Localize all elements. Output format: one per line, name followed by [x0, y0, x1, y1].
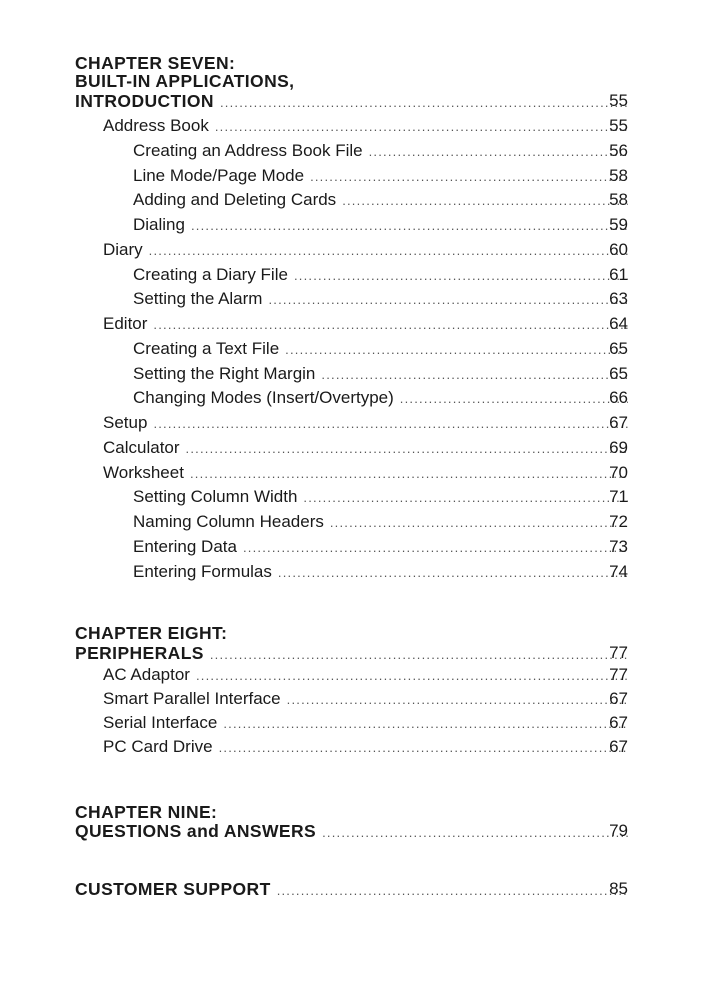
toc-page-number: 77: [609, 643, 628, 662]
toc-page-number: 63: [609, 289, 628, 309]
toc-label: Setting Column Width: [133, 487, 298, 507]
leader-dots: [243, 536, 628, 560]
leader-dots: [321, 363, 628, 387]
toc-label: Dialing: [133, 215, 185, 234]
toc-row[interactable]: [133, 535, 628, 559]
toc-row[interactable]: [103, 735, 628, 759]
chapter-seven-heading-line-2: BUILT-IN APPLICATIONS,: [75, 71, 295, 91]
leader-dots: [310, 165, 628, 189]
toc-label: Changing Modes (Insert/Overtype): [133, 388, 394, 408]
toc-row[interactable]: [133, 386, 628, 410]
toc-row[interactable]: [133, 139, 628, 163]
toc-label: AC Adaptor: [103, 665, 190, 684]
toc-page-number: 66: [609, 388, 628, 408]
toc-page-number: 58: [609, 165, 628, 185]
toc-page-number: 55: [609, 91, 628, 110]
toc-page-number: 61: [609, 264, 628, 284]
leader-dots: [278, 561, 628, 585]
leader-dots: [342, 189, 628, 213]
leader-dots: [219, 736, 628, 760]
leader-dots: [191, 214, 628, 238]
toc-row-customer-support[interactable]: [75, 877, 628, 901]
toc-row[interactable]: [103, 411, 628, 435]
toc-label: Setup: [103, 413, 148, 432]
leader-dots: [285, 338, 628, 362]
toc-row[interactable]: [103, 436, 628, 460]
toc-page-number: 79: [609, 821, 628, 840]
toc-row[interactable]: [133, 287, 628, 311]
toc-page-number: 67: [609, 689, 628, 708]
toc-page-number: 77: [609, 665, 628, 684]
chapter-eight-heading-line-1: CHAPTER EIGHT:: [75, 623, 228, 643]
leader-dots: [196, 664, 628, 688]
toc-page-number: 65: [609, 363, 628, 383]
toc-label: Line Mode/Page Mode: [133, 165, 305, 185]
toc-page-number: 58: [609, 190, 628, 210]
toc-page-number: 71: [609, 487, 628, 507]
toc-row[interactable]: [133, 485, 628, 509]
leader-dots: [268, 288, 628, 312]
chapter-nine-heading-line-1: CHAPTER NINE:: [75, 802, 218, 822]
leader-dots: [330, 511, 628, 535]
toc-label: Smart Parallel Interface: [103, 689, 281, 708]
toc-page-number: 85: [609, 879, 628, 898]
toc-label: Creating an Address Book File: [133, 140, 363, 160]
leader-dots: [215, 115, 628, 139]
toc-label: Naming Column Headers: [133, 512, 324, 531]
leader-dots: [287, 688, 628, 712]
leader-dots: [220, 91, 628, 115]
toc-label: INTRODUCTION: [75, 91, 214, 111]
leader-dots: [149, 239, 628, 263]
leader-dots: [153, 412, 628, 436]
leader-dots: [400, 387, 628, 411]
toc-label: Creating a Text File: [133, 338, 280, 358]
toc-label: Diary: [103, 239, 143, 259]
toc-row[interactable]: [133, 560, 628, 584]
leader-dots: [294, 264, 628, 288]
toc-page-number: 69: [609, 437, 628, 457]
leader-dots: [186, 437, 628, 461]
leader-dots: [153, 313, 628, 337]
toc-page-number: 67: [609, 413, 628, 432]
toc-page-number: 67: [609, 713, 628, 732]
toc-label: PERIPHERALS: [75, 643, 204, 663]
toc-label: Adding and Deleting Cards: [133, 190, 337, 210]
toc-label: Entering Data: [133, 536, 237, 556]
toc-label: Entering Formulas: [133, 561, 272, 581]
toc-label: QUESTIONS and ANSWERS: [75, 821, 317, 841]
toc-page-number: 67: [609, 737, 628, 756]
toc-page-number: 60: [609, 239, 628, 259]
leader-dots: [303, 486, 628, 510]
toc-label: Setting the Alarm: [133, 289, 263, 309]
toc-label: Serial Interface: [103, 713, 218, 732]
toc-page-number: 55: [609, 116, 628, 135]
toc-row[interactable]: [103, 114, 628, 138]
toc-page-number: 72: [609, 512, 628, 531]
toc-label: Creating a Diary File: [133, 264, 288, 284]
toc-row[interactable]: [133, 337, 628, 361]
toc-row[interactable]: [133, 263, 628, 287]
toc-row[interactable]: [103, 238, 628, 262]
toc-row[interactable]: [133, 213, 628, 237]
toc-label: Calculator: [103, 437, 180, 457]
leader-dots: [277, 879, 628, 903]
toc-row[interactable]: [103, 312, 628, 336]
toc-row[interactable]: [133, 510, 628, 534]
toc-row[interactable]: [133, 188, 628, 212]
toc-page-number: 59: [609, 215, 628, 234]
chapter-seven-heading-line-1: CHAPTER SEVEN:: [75, 53, 236, 73]
leader-dots: [369, 140, 628, 164]
toc-label: Setting the Right Margin: [133, 363, 316, 383]
toc-row[interactable]: [103, 687, 628, 711]
leader-dots: [223, 712, 628, 736]
toc-row[interactable]: [103, 711, 628, 735]
toc-row[interactable]: [133, 164, 628, 188]
toc-label: Address Book: [103, 116, 209, 135]
toc-row-questions-and-answers[interactable]: [75, 819, 628, 843]
toc-label: Worksheet: [103, 462, 184, 482]
toc-row-introduction[interactable]: [75, 89, 628, 113]
leader-dots: [190, 462, 628, 486]
toc-page-number: 73: [609, 536, 628, 556]
toc-row[interactable]: [103, 663, 628, 687]
toc-row[interactable]: [133, 362, 628, 386]
toc-label: Editor: [103, 314, 148, 333]
toc-label: CUSTOMER SUPPORT: [75, 879, 271, 899]
leader-dots: [322, 821, 628, 845]
toc-row[interactable]: [103, 461, 628, 485]
toc-row-peripherals[interactable]: [75, 641, 628, 665]
toc-page-number: 65: [609, 338, 628, 358]
toc-label: PC Card Drive: [103, 737, 213, 756]
toc-page-number: 64: [609, 314, 628, 333]
toc-page-number: 56: [609, 140, 628, 160]
toc-page-number: 70: [609, 462, 628, 482]
toc-page-number: 74: [609, 561, 628, 581]
